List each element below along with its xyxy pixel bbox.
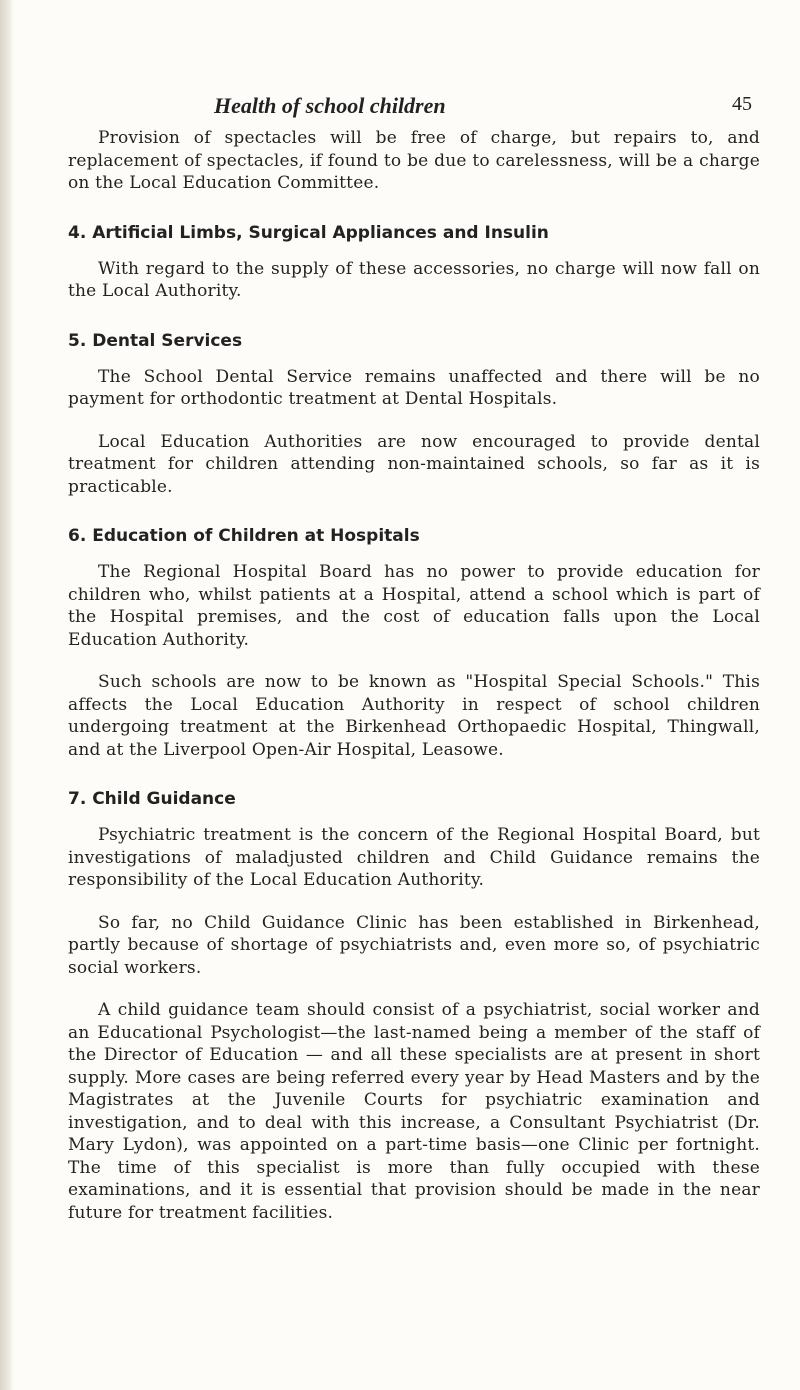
running-title: Health of school children (214, 93, 446, 118)
page-body (68, 127, 760, 1224)
section-6-paragraph-2: Such schools are now to be known as "Hospital Special Schools." This affects the Local Education Authority in respect of school children undergoing treatment at the Birkenhead Orthopaedic Hospital, Thingwall, and at the Liverpool Open-Air Hospital, Leasowe. (68, 672, 760, 760)
section-7-paragraph-3: A child guidance team should consist of a psychiatrist, social worker and an Educational Psychologist—the last-named being a member of the staff of the Director of Education — and all these specialists are at present in short supply. More cases are being referred every year by Head Masters and by the Magistrates at the Juvenile Courts for psychiatric examination and investigation, and to deal with this increase, a Consultant Psychiatrist (Dr. Mary Lydon), was appointed on a part-time basis—one Clinic per fortnight. The time of this specialist is more than fully occupied with these examinations, and it is essential that provision should be made in the near future for treatment facilities. (68, 1000, 760, 1223)
section-5-paragraph-2: Local Education Authorities are now encouraged to provide dental treatment for children attending non-maintained schools, so far as it is practicable. (68, 431, 760, 497)
page-spine-shadow (0, 0, 14, 1390)
section-7-heading: 7. Child Guidance (68, 789, 236, 809)
section-4-paragraph-1: With regard to the supply of these accessories, no charge will now fall on the Local Authority. (68, 258, 760, 301)
running-header (68, 93, 760, 121)
section-6-paragraph-1: The Regional Hospital Board has no power to provide education for children who, whilst patients at a Hospital, attend a school which is part of the Hospital premises, and the cost of education falls upon the Local Education Authority. (68, 562, 760, 650)
section-7-paragraph-1: Psychiatric treatment is the concern of the Regional Hospital Board, but investigations of maladjusted children and Child Guidance remains the responsibility of the Local Education Authority. (68, 825, 760, 890)
section-7-paragraph-2: So far, no Child Guidance Clinic has been established in Birkenhead, partly because of shortage of psychiatrists and, even more so, of psychiatric social workers. (68, 912, 760, 978)
page-number: 45 (732, 93, 752, 115)
section-6-heading: 6. Education of Children at Hospitals (68, 526, 420, 546)
section-4-heading: 4. Artificial Limbs, Surgical Appliances and Insulin (68, 222, 549, 243)
section-5-paragraph-1: The School Dental Service remains unaffected and there will be no payment for orthodontic treatment at Dental Hospitals. (68, 366, 760, 409)
intro-paragraph: Provision of spectacles will be free of charge, but repairs to, and replacement of spectacles, if found to be due to carelessness, will be a charge on the Local Education Committee. (68, 128, 760, 193)
section-5-heading: 5. Dental Services (68, 330, 243, 351)
